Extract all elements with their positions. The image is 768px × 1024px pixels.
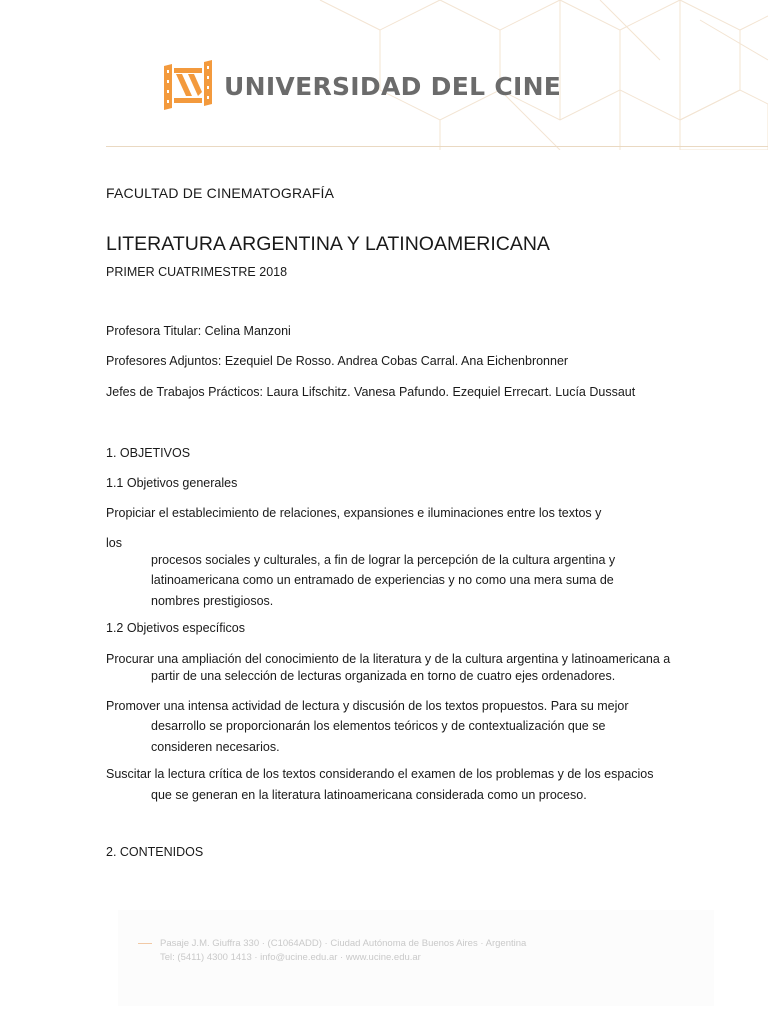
section-heading: 2. CONTENIDOS [106,845,204,859]
course-period: PRIMER CUATRIMESTRE 2018 [106,265,288,279]
film-frame-icon [162,58,214,114]
paragraph-line: Promover una intensa actividad de lectura y discusión de los textos propuestos. Para su mejor [106,699,629,713]
brand-name: UNIVERSIDAD DEL CINE [224,72,562,101]
paragraph-line: Procurar una ampliación del conocimiento de la literatura y de la cultura argentina y latinoamericana a [106,652,671,666]
paragraph-line: consideren necesarios. [151,740,280,754]
paragraph-line: partir de una selección de lecturas organizada en torno de cuatro ejes ordenadores. [151,669,616,683]
paragraph-line: procesos sociales y culturales, a fin de lograr la percepción de la cultura argentina y [151,553,616,567]
footer-contact: Tel: (5411) 4300 1413 · info@ucine.edu.ar · www.ucine.edu.ar [160,952,421,963]
paragraph-line: los [106,536,122,550]
paragraph-line: desarrollo se proporcionarán los elementos teóricos y de contextualización que se [151,719,606,733]
section-heading: 1. OBJETIVOS [106,446,191,460]
header-divider [106,146,768,147]
paragraph-line: latinoamericana como un entramado de experiencias y no como una mera suma de [151,573,614,587]
paragraph-line: Suscitar la lectura crítica de los textos considerando el examen de los problemas y de los espacios [106,767,654,781]
staff-line: Profesora Titular: Celina Manzoni [106,324,291,338]
staff-line: Jefes de Trabajos Prácticos: Laura Lifschitz. Vanesa Pafundo. Ezequiel Errecart. Lucía Dussaut [106,385,636,399]
paragraph-line: que se generan en la literatura latinoamericana considerada como un proceso. [151,788,587,802]
footer-accent-line [138,943,152,944]
course-title: LITERATURA ARGENTINA Y LATINOAMERICANA [106,233,550,255]
subsection-heading: 1.2 Objetivos específicos [106,621,245,635]
paragraph-line: Propiciar el establecimiento de relaciones, expansiones e iluminaciones entre los textos y [106,506,602,520]
paragraph-line: nombres prestigiosos. [151,594,274,608]
subsection-heading: 1.1 Objetivos generales [106,476,238,490]
footer-address: Pasaje J.M. Giuffra 330 · (C1064ADD) · Ciudad Autónoma de Buenos Aires · Argentina [160,938,527,949]
faculty-name: FACULTAD DE CINEMATOGRAFÍA [106,185,335,201]
staff-line: Profesores Adjuntos: Ezequiel De Rosso. Andrea Cobas Carral. Ana Eichenbronner [106,354,569,368]
